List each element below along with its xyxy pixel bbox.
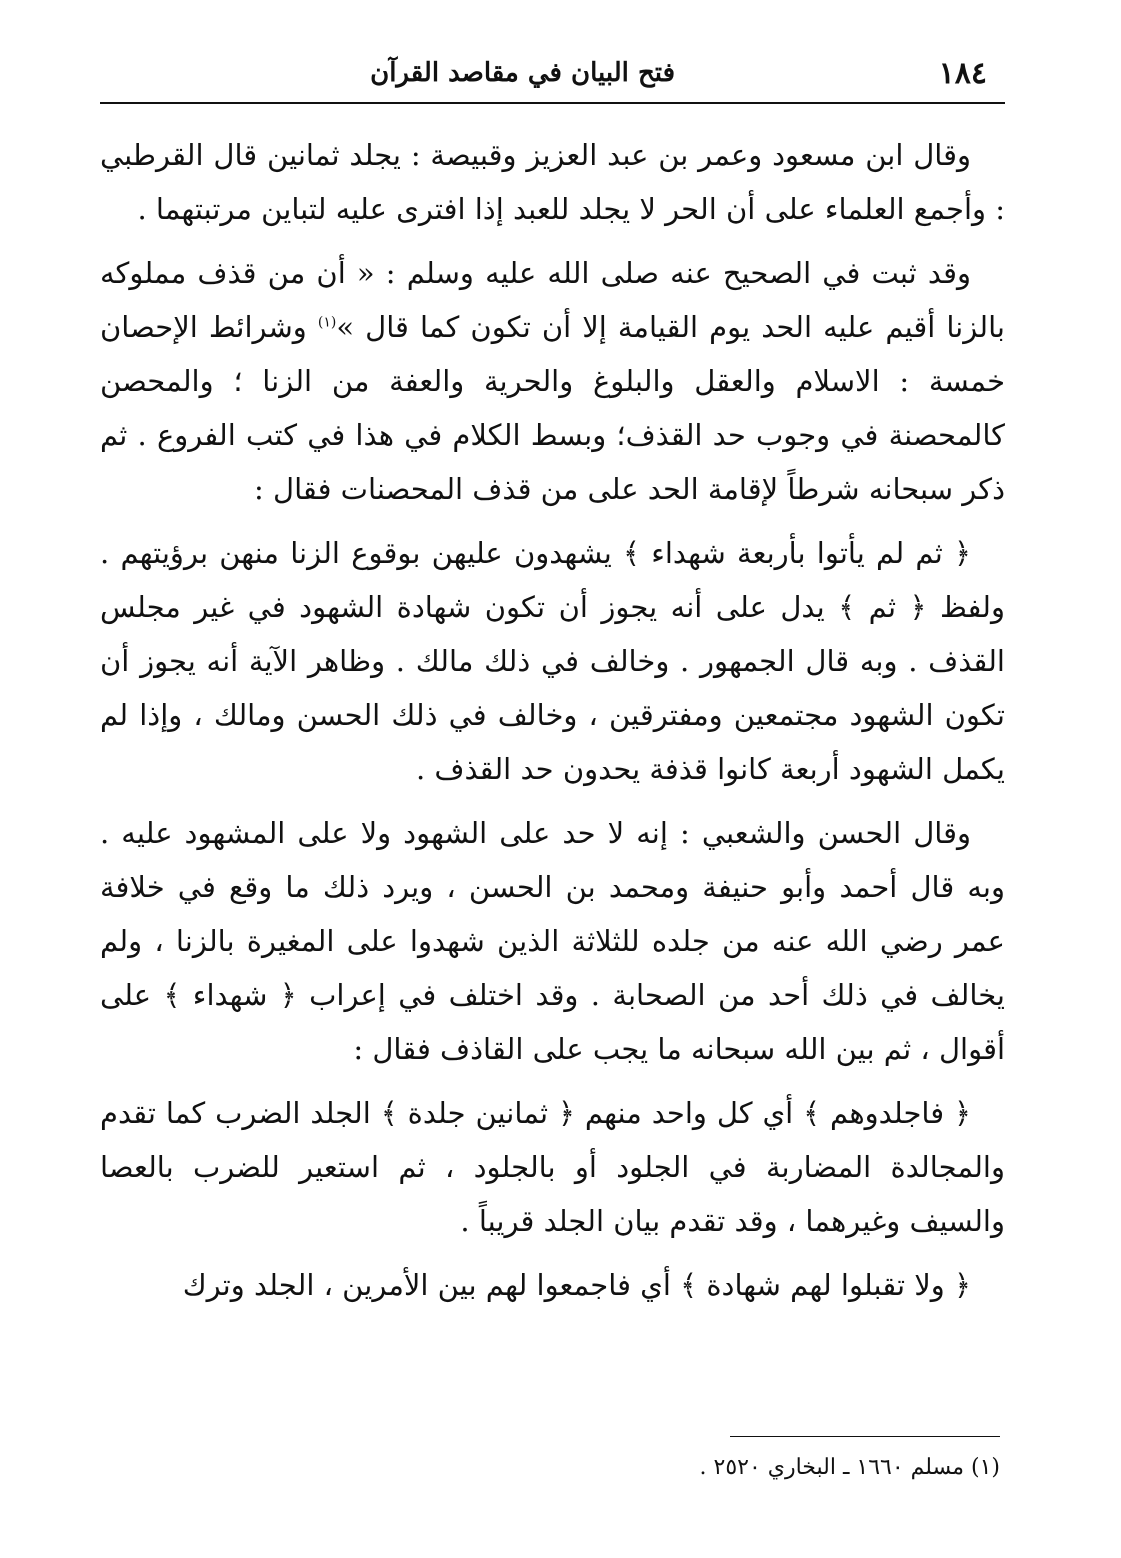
- paragraph-4: وقال الحسن والشعبي : إنه لا حد على الشهود ولا على المشهود عليه . وبه قال أحمد وأبو حنيفة ومحمد بن الحسن ، ويرد ذلك ما وقع في خلافة عمر رضي الله عنه من جلده للثلاثة الذين شهدوا على المغيرة بالزنا ، ولم يخالف في ذلك أحد من الصحابة . وقد اختلف في إعراب ﴿ شهداء ﴾ على أقوال ، ثم بين الله سبحانه ما يجب على القاذف فقال :: [100, 816, 1005, 1066]
- paragraph-5: ﴿ فاجلدوهم ﴾ أي كل واحد منهم ﴿ ثمانين جلدة ﴾ الجلد الضرب كما تقدم والمجالدة المضاربة في الجلود أو بالجلود ، ثم استعير للضرب بالعصا والسيف وغيرهما ، وقد تقدم بيان الجلد قريباً .: [100, 1096, 1005, 1238]
- body-text: [100, 128, 1005, 1322]
- paragraph-3: ﴿ ثم لم يأتوا بأربعة شهداء ﴾ يشهدون عليهن بوقوع الزنا منهن برؤيتهم . ولفظ ﴿ ثم ﴾ يدل على أنه يجوز أن تكون شهادة الشهود في غير مجلس القذف . وبه قال الجمهور . وخالف في ذلك مالك . وظاهر الآية أنه يجوز أن تكون الشهود مجتمعين ومفترقين ، وخالف في ذلك الحسن ومالك ، وإذا لم يكمل الشهود أربعة كانوا قذفة يحدون حد القذف .: [100, 536, 1005, 786]
- header-rule: [100, 102, 1005, 104]
- paragraph-2-quote: وقد ثبت في الصحيح عنه صلى الله عليه وسلم : « أن من قذف مملوكه بالزنا أقيم عليه الحد يوم القيامة إلا أن تكون كما قال »: [100, 256, 1006, 344]
- page-header: [100, 52, 1005, 102]
- paragraph-2: [100, 246, 1005, 516]
- footnote-rule: [730, 1436, 1000, 1437]
- paragraph-2-continued: وشرائط الإحصان خمسة : الاسلام والعقل والبلوغ والحرية والعفة من الزنا ؛ والمحصن كالمحصنة في وجوب حد القذف؛ وبسط الكلام في هذا في كتب الفروع . ثم ذكر سبحانه شرطاً لإقامة الحد على من قذف المحصنات فقال :: [100, 310, 1005, 506]
- footnote-reference[interactable]: (١): [317, 314, 337, 331]
- paragraph-6: ﴿ ولا تقبلوا لهم شهادة ﴾ أي فاجمعوا لهم بين الأمرين ، الجلد وترك: [182, 1268, 971, 1302]
- page-number: ١٨٤: [938, 56, 987, 91]
- footnote: (١) مسلم ١٦٦٠ ـ البخاري ٢٥٢٠ .: [699, 1455, 1000, 1480]
- running-title: فتح البيان في مقاصد القرآن: [370, 58, 675, 88]
- paragraph-1: وقال ابن مسعود وعمر بن عبد العزيز وقبيصة : يجلد ثمانين قال القرطبي : وأجمع العلماء على أن الحر لا يجلد للعبد إذا افترى عليه لتباين مرتبتهما .: [100, 138, 1005, 226]
